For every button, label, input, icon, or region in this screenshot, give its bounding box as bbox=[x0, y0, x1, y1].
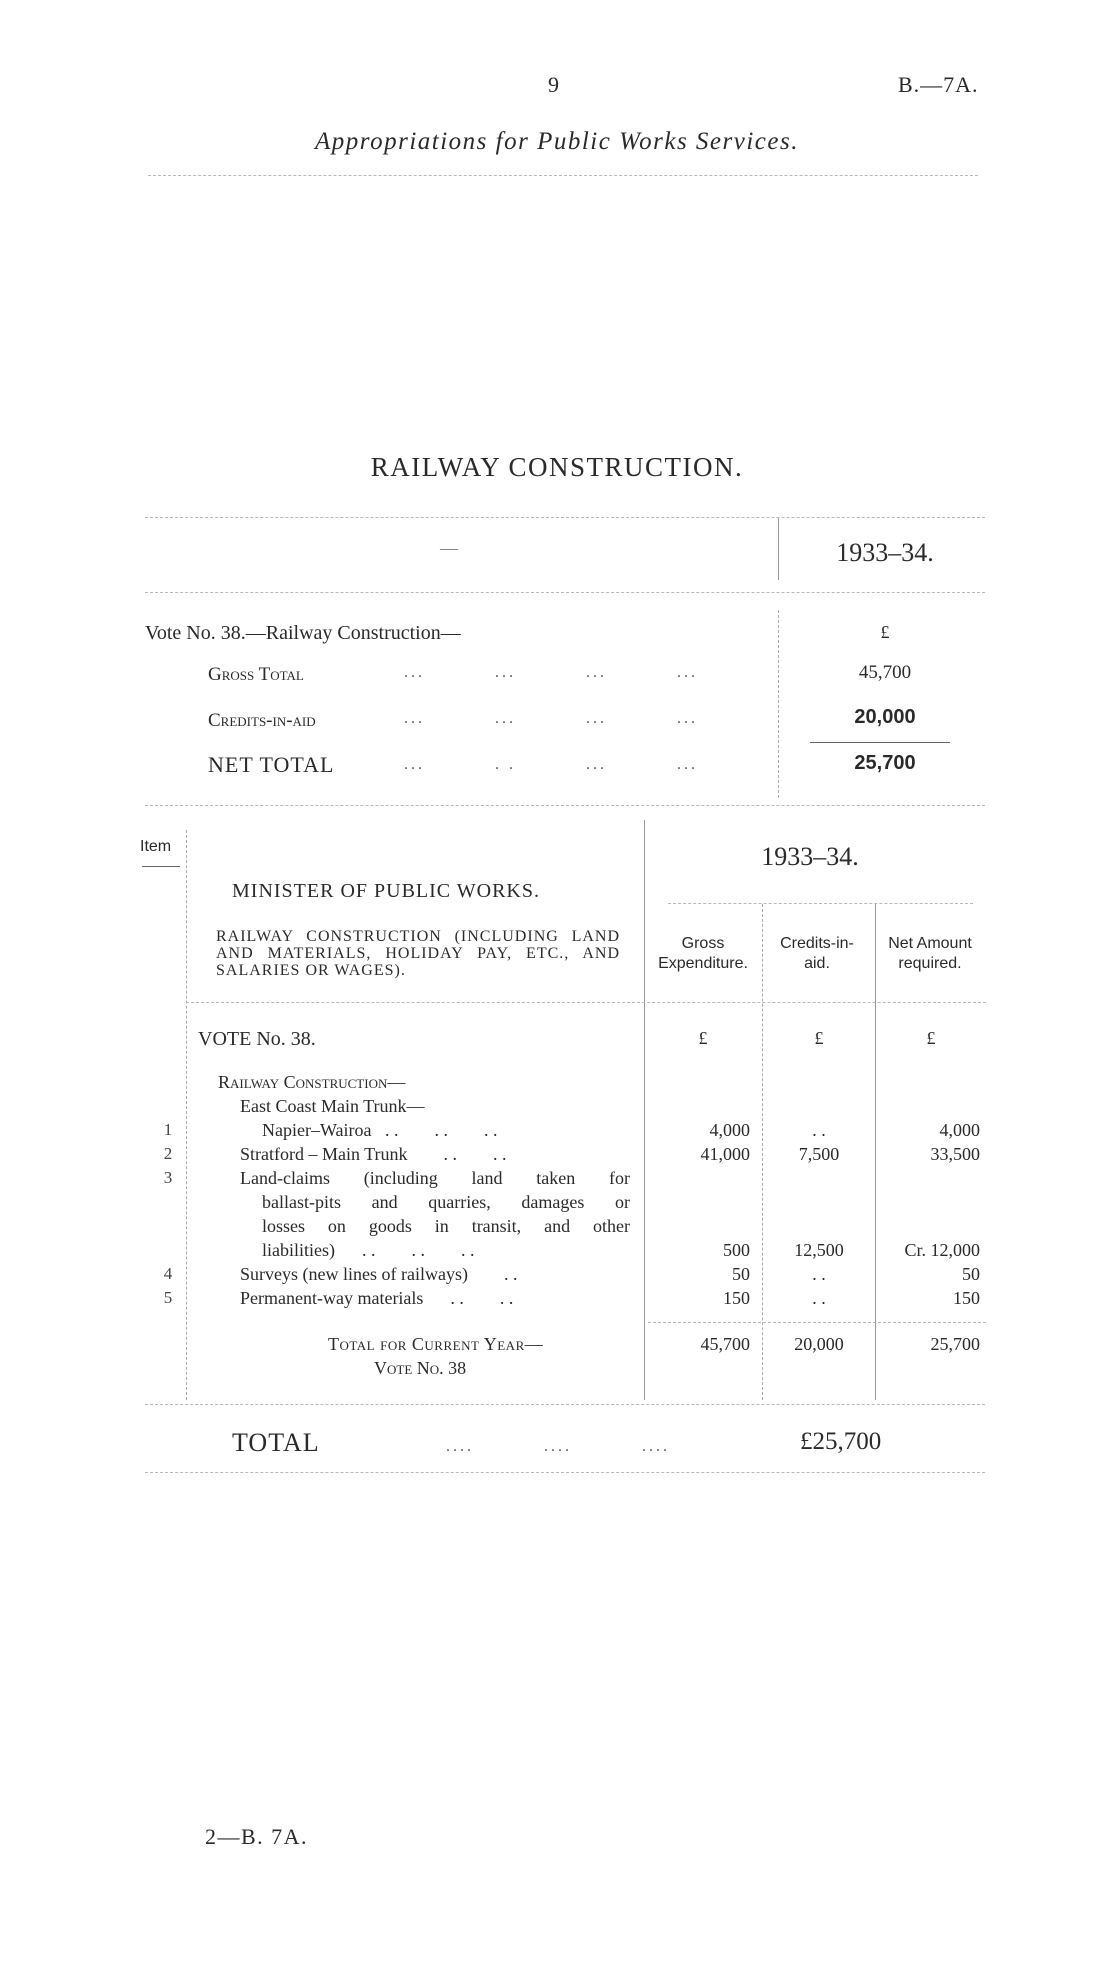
credits-column-left bbox=[762, 904, 763, 1400]
grand-total-value: £25,700 bbox=[800, 1428, 882, 1455]
summary-top-rule bbox=[145, 517, 985, 518]
document-reference: B.—7A. bbox=[898, 72, 979, 97]
total-label-vote: Vote No. 38 bbox=[374, 1358, 467, 1378]
item-net: 50 bbox=[962, 1264, 980, 1284]
net-currency: £ bbox=[926, 1028, 936, 1048]
net-column-left bbox=[875, 904, 876, 1400]
total-credits: 20,000 bbox=[794, 1334, 844, 1354]
item-description-line: Land-claims (including land taken for bbox=[240, 1168, 630, 1188]
item-column-divider bbox=[186, 830, 187, 1400]
item-credits: 7,500 bbox=[798, 1144, 840, 1164]
grand-total-label: TOTAL bbox=[232, 1428, 320, 1457]
summary-column-divider bbox=[778, 518, 779, 580]
item-description-line: ballast-pits and quarries, damages or bbox=[262, 1192, 630, 1212]
summary-blank-header: — bbox=[440, 538, 458, 558]
summary-gross-value: 45,700 bbox=[858, 662, 912, 683]
page-number: 9 bbox=[548, 72, 559, 97]
item-credits: 12,500 bbox=[794, 1240, 844, 1260]
summary-currency: £ bbox=[880, 622, 890, 642]
subgroup-heading: East Coast Main Trunk— bbox=[240, 1096, 425, 1116]
item-net: 33,500 bbox=[930, 1144, 980, 1164]
summary-net-label: NET TOTAL bbox=[208, 752, 335, 777]
group-heading: Railway Construction— bbox=[218, 1072, 406, 1092]
grand-total-dots: .... .... .... bbox=[446, 1438, 670, 1455]
summary-credits-value: 20,000 bbox=[854, 706, 916, 728]
summary-header-rule bbox=[145, 592, 985, 593]
item-number: 4 bbox=[163, 1264, 173, 1283]
item-credits: . . bbox=[812, 1288, 826, 1308]
item-description: Permanent-way materials . . . . bbox=[240, 1288, 514, 1308]
totals-rule bbox=[648, 1322, 986, 1323]
summary-net-value: 25,700 bbox=[854, 752, 916, 774]
gross-expenditure-header: Gross Expenditure. bbox=[658, 935, 748, 972]
item-number: 2 bbox=[163, 1144, 173, 1163]
credits-currency: £ bbox=[814, 1028, 824, 1048]
total-label: Total for Current Year— bbox=[328, 1334, 544, 1354]
item-description-line: losses on goods in transit, and other bbox=[262, 1216, 630, 1236]
summary-net-rule bbox=[810, 742, 950, 743]
item-gross: 50 bbox=[732, 1264, 750, 1284]
total-net: 25,700 bbox=[930, 1334, 980, 1354]
item-column-header: Item bbox=[140, 838, 172, 855]
vote-number: VOTE No. 38. bbox=[198, 1028, 316, 1050]
summary-bottom-rule bbox=[145, 805, 985, 806]
item-net: 150 bbox=[953, 1288, 980, 1308]
item-description: Napier–Wairoa . . . . . . bbox=[262, 1120, 498, 1140]
item-description-line: liabilities) . . . . . . bbox=[262, 1240, 475, 1260]
item-net: Cr. 12,000 bbox=[904, 1240, 980, 1260]
item-net: 4,000 bbox=[939, 1120, 980, 1140]
summary-vote-line: Vote No. 38.—Railway Construction— bbox=[145, 622, 461, 644]
detail-year-header: 1933–34. bbox=[761, 842, 859, 871]
summary-credits-dots: ... ... ... ... bbox=[404, 710, 698, 727]
item-number: 5 bbox=[163, 1288, 173, 1307]
credits-in-aid-header: Credits-in-aid. bbox=[780, 935, 854, 972]
item-number: 1 bbox=[163, 1120, 173, 1139]
summary-net-dots: ... . . ... ... bbox=[404, 756, 698, 773]
gross-currency: £ bbox=[698, 1028, 708, 1048]
item-gross: 150 bbox=[723, 1288, 750, 1308]
section-title: RAILWAY CONSTRUCTION. bbox=[370, 452, 744, 482]
summary-gross-label: Gross Total bbox=[208, 664, 304, 685]
summary-credits-label: Credits-in-aid bbox=[208, 710, 316, 731]
page-subtitle: Appropriations for Public Works Services. bbox=[315, 128, 799, 155]
header-divider bbox=[148, 175, 978, 176]
summary-gross-dots: ... ... ... ... bbox=[404, 664, 698, 681]
net-amount-header: Net Amount required. bbox=[888, 935, 972, 972]
item-credits: . . bbox=[812, 1264, 826, 1284]
item-credits: . . bbox=[812, 1120, 826, 1140]
printer-signature: 2—B. 7A. bbox=[205, 1824, 309, 1849]
item-gross: 4,000 bbox=[709, 1120, 750, 1140]
item-gross: 500 bbox=[723, 1240, 750, 1260]
vote-description: RAILWAY CONSTRUCTION (INCLUDING LAND AND MATERIALS, HOLIDAY PAY, ETC., AND SALARIES OR WAGES). bbox=[216, 928, 620, 979]
item-description: Stratford – Main Trunk . . . . bbox=[240, 1144, 507, 1164]
total-gross: 45,700 bbox=[700, 1334, 750, 1354]
item-description: Surveys (new lines of railways) . . bbox=[240, 1264, 518, 1284]
item-gross: 41,000 bbox=[700, 1144, 750, 1164]
gross-column-left bbox=[644, 820, 645, 1400]
item-number: 3 bbox=[163, 1168, 173, 1187]
summary-year-header: 1933–34. bbox=[836, 538, 934, 567]
minister-heading: MINISTER OF PUBLIC WORKS. bbox=[232, 880, 540, 902]
